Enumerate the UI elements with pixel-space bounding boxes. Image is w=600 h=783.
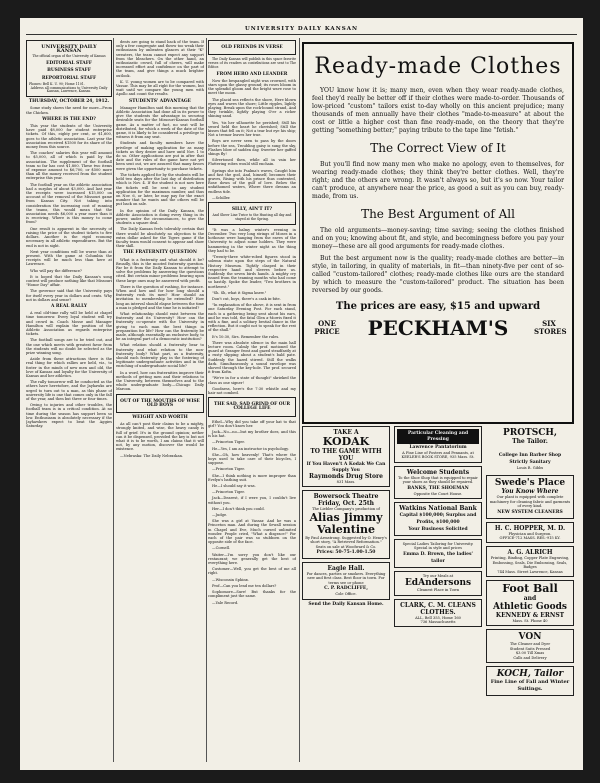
ad-line: Student Suits Pressed: [509, 646, 551, 651]
bowersock-ad: [302, 490, 390, 559]
joke: Waiter—I'm sorry you don't like our restaurant; we generally get the best of everything here.: [208, 552, 296, 566]
paragraph: Students and faculty members have the privilege of making application for as many tickets as they desire and have until Nov. 1 to do so. Other applications are put in after that date and the rules of the game have not yet been sent out, we are assured that many favors were given the opportunity to purchase tickets.: [116, 141, 204, 171]
ad-line: The Cleaner and Dyer: [509, 642, 551, 647]
masthead-rule: [26, 34, 577, 35]
silly-box: [208, 202, 296, 225]
headline-silly: SILLY, AIN'T IT?: [231, 207, 273, 213]
headline-advantage: STUDENTS' ADVANTAGE: [129, 98, 191, 104]
ad-line: and: [523, 595, 537, 603]
ad-line: ALL, Bell 355, Home 160: [415, 615, 461, 620]
ad-line: Try our Meals at: [422, 573, 454, 578]
ad-line: Printing, Binding, Copper Plate Engraving, Embossing, Seals, Die Embossing, Seals, Badges: [490, 556, 570, 570]
old-friends-box: [208, 40, 296, 55]
verse: Yes, 'tis her silhouette he perished; Still his sword held the heart he cherished; Still the kisses that fell on it; Not a tear but eye his ship; Not a tremor leaves her true.: [208, 120, 296, 138]
newspaper-page: [20, 18, 583, 770]
ad-line: Cleanest Place in Town: [416, 588, 460, 593]
athletic-goods-ad: [486, 580, 574, 626]
ad-line: Alias Jimmy Valentine: [309, 510, 383, 536]
ad-line: Friday, Oct. 25th: [317, 500, 375, 508]
paragraph: This year the students of the University have paid $8,000 for student enterprise tickets. Of this, eighty per cent, or $1,600, goes to the athletic association. Last year the association received $1500 for its share of the money from this source.: [26, 124, 112, 150]
ad-line: CLARK, C. M. CLEANS CLOTHES.: [400, 601, 476, 616]
hopper-ad: [486, 522, 574, 544]
paragraph: In a word, how can fraternities improve their methods of getting men and their relations to the University, between themselves and to the whole undergraduate body.—Chicago Daily Maroon.: [116, 370, 204, 392]
brand-name: PECKHAM'S: [367, 316, 509, 340]
koch-tailor-ad: [486, 666, 574, 696]
column-1: [26, 40, 112, 768]
ad-line: If You Haven't A Kodak We Can Supply You: [306, 462, 386, 473]
paragraph: It's 10:30, Sirs. Remember the rules.: [212, 334, 280, 339]
ad-paragraph: But you'll find now many men who make no apology, even to themselves, for wearing ready-made clothes; they think they're better clothes. Well, they're right; and the others are wrong. It wasn't always so, but it's so now. Your tailor can't produce, at anywhere near the price, as good a suit as you can buy, ready-made, from us.: [312, 161, 564, 200]
joke: He—Yes, I am an instructor in psychology.: [212, 446, 289, 451]
paragraph: Aside from these attractions there is the real thing for which rallies are held, viz., to foster in the minds of new men and old, the love of Kansas and loyalty for the University of Kansas and her athletics.: [26, 357, 112, 378]
paragraph: dents are going to stand back of the team. If only a few congregate and throw too weak their enthusiasm by unbeaten glances at their "K" sweaters, the team cannot expect any support from the bleachers. On the other hand, an enthusiastic crowd, full of cheers, will make increased effort and confidence on the part of the team, and give things a much brighter outlook.: [116, 40, 204, 78]
ad-line: NEW SYSTEM CLEANERS: [497, 509, 563, 515]
swedes-place-ad: [486, 475, 574, 518]
joke: Jack—No—no—but my brother does, and this is his hat.: [208, 430, 296, 439]
joke: She was a girl at Vassar. And he was a Princeton man. And during the Sewall session in Chapel and Eve, Much cursed unlimited wonder. People cried, "What a disgrace!" For each of the pair was so stubborn on the opposite side of the face.: [208, 519, 296, 545]
clark-cleaner-ad: [394, 599, 482, 628]
ad-line: VON: [518, 632, 542, 643]
ad-line: Prices: 50-75-1.00-1.50: [316, 550, 376, 556]
paragraph: The governor said that the University pays for itself every year in dollars and cents. Why not in dollars and sense?: [26, 289, 112, 302]
headline-sad-grind: THE SAD, SAD GRIND OF OUR COLLEGE LIFE: [213, 402, 291, 412]
ad-line: Watkins National Bank: [399, 505, 477, 513]
protsch-ad: [486, 426, 574, 447]
nameplate-box: [26, 40, 112, 97]
ad-line: Welcome Students: [406, 468, 470, 476]
business-staff-heading: BUSINESS STAFF: [47, 68, 91, 74]
paragraph: The tickets applied for by the students will be held two days after the last day of distribution which is Nov. 4. If the student is not now here the tickets will be sent to any student application for the maximum number, and thus on Nov. 6, or later, he may pay for the exact number that he wants and the others will be put back on sale.: [116, 172, 204, 207]
ad-line: You Know Where: [501, 488, 559, 496]
joke: Prof—Can you lend me ten dollars?: [212, 583, 277, 588]
joke: Jack—Dearest, if I were you, I couldn't live without you.: [208, 496, 296, 505]
ad-line: TAKE A: [333, 429, 359, 436]
joke-source: —Wisconsin Sphinx.: [212, 577, 249, 582]
headline-where: WHERE IS THE END?: [42, 116, 96, 122]
ad-column-3: [486, 426, 574, 699]
eagle-hall-ad: [302, 562, 390, 600]
reportorial-staff-heading: REPORTORIAL STAFF: [41, 75, 97, 81]
ad-line: H. C. HOPPER, M. D.: [494, 524, 566, 532]
paragraph: Goodness, here's the 7:30 whistle and my hair not combed.: [208, 386, 296, 395]
note: The Daily Kansan will publish in this space favorite verses of its readers as contributions are sent to The Editor.: [208, 57, 296, 69]
paragraph: In the opinion of the Daily Kansan, the Athletic Association is doing every thing in its power, under the circumstances, to give the students a square deal.: [116, 208, 204, 226]
address-line: Address all communications to University Daily Kansan, Lawrence, Kansas.: [30, 85, 108, 94]
paragraph: A real old-time rally will be held at chapel time tomorrow. Every loyal student will try and crowd in. Coach Mosse and Manager Hamilton will explain the position of the Athletic Association as regards enterprise tickets.: [26, 311, 112, 337]
ad-line: 744 Mass. Street Lawrence, Kansas: [497, 569, 563, 574]
paper-title: UNIVERSITY DAILY KANSAN: [41, 44, 97, 55]
ad-column-1: [302, 426, 390, 607]
ad-line: PROTSCH,: [502, 428, 558, 438]
ladies-tailor-ad: [394, 539, 482, 568]
headline-fraternity: THE FRATERNITY QUESTION: [123, 250, 197, 256]
kodak-ad: [302, 426, 390, 487]
ad-line: Special Ladies Tailoring for University. Special in style and prices: [402, 542, 474, 551]
issue-date: THURSDAY, OCTOBER 24, 1912.: [28, 99, 110, 105]
note: And Sheer Line Twice to the Hunting all day and stayed at the Spring.: [212, 213, 292, 222]
column-3: [208, 40, 296, 768]
ad-line: Our plant is equipped with complete machinery for cleaning fabric and garments of every kind.: [489, 495, 571, 509]
phone-line: Phones: Bell K. U. 90; Home 1101.: [29, 81, 85, 86]
ad-line: $3.00 Till Xmas: [515, 651, 545, 656]
column-divider: [206, 38, 207, 762]
joke-source: —Princeton Tiger.: [212, 467, 245, 472]
sad-grind-box: [208, 397, 296, 416]
paragraph: One result is apparent in the necessity of raising the price of the student tickets to five dollars. Another is the rigid economy necessary in all athletic expenditures. But the end is not in sight.: [26, 226, 112, 248]
paragraph: "It was a balmy winter's evening in December. Two very long strings of Moses in a hothouse were hanging from the eaves of the University to adjust some holders. They were hammering in the winter night as the thing they had to be.: [208, 227, 296, 253]
joke-source: —Princeton Tiger.: [212, 440, 245, 445]
ad-line: Capital $100,000; Surplus and Profits, $100,000: [399, 513, 477, 526]
column-divider: [113, 38, 114, 762]
lead-line: Some study shows the need for more—From the Chicken.: [26, 106, 112, 115]
paragraph: What relation should a fraternity bear to fraternity and what relation to the non-fraternity body? What part, as a fraternity, should each fraternity play in the fostering of legitimate undergraduate activities and in the enriching of undergraduate social life?: [116, 343, 204, 369]
ad-line: KENNEDY & ERNST: [495, 612, 565, 620]
pantatorium-ad: [394, 426, 482, 463]
joke-source: —Cornell.: [212, 546, 231, 551]
joke: Customer—Well, you get the best of me all right.: [208, 567, 296, 576]
paragraph: "Sh. Sh, what it Sigma knew.": [212, 290, 267, 295]
ad-line: A. G. ALRICH: [507, 549, 553, 557]
ad-line: Particular Cleaning and Pressing: [397, 429, 479, 444]
ad-line: C. P. RADCLIFFE,: [324, 586, 368, 592]
ad-line: Emma D. Brown, the ladies' tailor: [403, 551, 473, 564]
paragraph: Don't cut, boys, there's a cask in-bite.: [212, 296, 281, 301]
ad-line: KOCH, Tailor: [496, 669, 564, 680]
verse: Springs she into Psalma's waves, Caught him and fast the god, And, himself, becomes their graves, Rising with his prince thus contented, Rose down of the gulf of love. Below the unfathomed waters, Where there dreams an endless tide.: [208, 168, 296, 194]
ad-line: College Inn Barber Shop: [498, 453, 562, 458]
ad-line: Fine Line of Fall and Winter Suitings.: [490, 679, 570, 693]
paragraph: There was absolute silence in the main hall lecture room. Calmly the prof. motioned the guard at Granger front and gazed steadfastly at a rusty slipping about a student's bald pate. Suddenly the hazed stirred. Still the walks dark. Simultaneously a sound envelope was shoved through the key-hole. The prof. secured it from Kofin.: [208, 340, 296, 375]
paragraph: The football songs are to be tried out, and the one which meets with greatest favor from the students will no doubt be selected as the prize winning song.: [26, 338, 112, 355]
verse: Boys are never seen to pass by the doors before the sea, Troubling gaisy is sung the sky, Flashes blow of sadden day, Sweeter her gaffed shings fly!: [208, 139, 296, 157]
ad-paragraph: YOU know how it is; many men, even when they wear ready-made clothes, feel they'd really be better off if their clothes were made-to-order. Thousands of low-priced "custom" tailors exist to-day wholly on this ancient prejudice; many thousands of men annually have their clothes "made-to-measure" at about the cost or little a higher cost than fine ready-made, on the theory that they're getting "something better;" paying tribute to the tape line "fetish.": [312, 87, 564, 134]
column-2: [116, 40, 204, 768]
ad-line: Seats on sale at Woodward & Co.: [315, 544, 377, 549]
ad-subheading: The Best Argument of All: [361, 207, 515, 221]
paragraph: "We're in for a state of thought" shrieked the class as one signer!: [208, 376, 296, 385]
paragraph: The Daily Kansan feels tolerably certain that there would be absolutely no objection to the extra dollar asked for the Tigers game if the faculty team would consent to appear and show their skill.: [116, 227, 204, 249]
ad-line: By Paul Armstrong. Suggested by O. Henry's short story, "A Retrieved Reformation.": [305, 535, 387, 545]
paragraph: As all can't post their claims to be a mighty, strongly knited, and wise, the heavy candy is full of grief. It's in the ground opinion; nether can it be dispensed, provided the key is but not what it is to be worth, I am claims that it will not, by any motion, discover the would be existence.: [116, 422, 204, 452]
printing-ad: [486, 546, 574, 577]
joke-source: —Princeton Tiger.: [212, 490, 245, 495]
edandersons-ad: [394, 571, 482, 596]
paragraph: Who will pay the difference?: [30, 268, 82, 273]
masthead: UNIVERSITY DAILY KANSAN: [245, 26, 358, 32]
ad-paragraph: The old arguments—money-saving; time saving; seeing the clothes finished and on you; knowing about fit, and style, and becomingness before you pay your money—these are all good arguments for ready-made clothes.: [312, 227, 564, 250]
ad-line: Opposite the Court House.: [413, 491, 463, 496]
paragraph: What is a fraternity and what should it be? Broadly, this is the mooted fraternity question. Far be it from the Daily Kansan to attempt to solve the problems by answering the questions cited. But certain minor problems bearing upon these large ones may be answered with profit.: [116, 257, 204, 283]
barber-shop-ad: [486, 450, 574, 472]
ad-line: EdAndersons: [404, 578, 472, 589]
paper-subtitle: The official organ of the University of Kansas: [32, 54, 106, 59]
ad-line: Louis R. Gibbs: [516, 466, 544, 470]
joke-source: —Yale Record.: [212, 600, 239, 605]
send-home-line: Send the Daily Kansan Home.: [308, 601, 384, 607]
ad-line: Foot Ball: [502, 582, 558, 596]
paragraph: It is hoped that the Daily Kansan's song contest will produce nothing like that Missouri "Honor Day" affair.: [26, 274, 112, 288]
ad-line: 736 Massachusetts: [420, 620, 456, 625]
paragraph: "In explanation of the above, it is sent in from one Saturday Evening Post. For each stand, each is a gathering being sent about his ears, and he was told, the fatal Glen a-Morris fixed it with a fine, and a solitary bestial dance in the reflection. But it ought not to speak for the rest of the shall.": [208, 303, 296, 333]
paragraph: Next year conditions will be worse than at present. With the game at Columbia the receipts will be much less than here at Lawrence.: [26, 249, 112, 267]
ad-line: The Liebler Company's production of: [312, 507, 380, 512]
ad-line: TO THE GAME WITH YOU: [310, 448, 382, 462]
joke: Sophomore—Sure! But thanks for the compliment just the same.: [208, 590, 296, 599]
editorial-staff-heading: EDITORIAL STAFF: [46, 61, 92, 67]
ad-line: For dances, parties or smokers. Everything new and first class. Best floor in town. For terms see or phone: [306, 572, 386, 585]
ad-line: KODAK: [322, 435, 370, 448]
headline-weight: WEIGHT AND WORTH: [132, 415, 188, 421]
ad-line: The Tailor.: [512, 438, 548, 445]
paragraph: K. U. young women are to be compared with Vassar. This may be all right for the women, but wait until we compare the young men with Apollo and count the results.: [116, 79, 204, 97]
ad-line: Lawrence Pantatorium: [409, 445, 467, 450]
one-price-label: ONE PRICE: [314, 319, 340, 336]
headline-hero: FROM HERO AND LEANDER: [216, 71, 288, 77]
joke-source: —Judge.: [212, 513, 228, 518]
ad-footer: [312, 316, 567, 340]
ad-line: 831 Mass.: [336, 480, 356, 484]
headline-mouths: OUT OF THE MOUTHS OF WISE OLD BOYS: [120, 398, 200, 408]
ad-line: Physician and Surgeon.: [508, 531, 552, 536]
ad-price: The prices are easy, $15 and upward: [335, 301, 541, 312]
shoe-shop-ad: [394, 466, 482, 499]
joke: She—Oh, how heavenly! That's where the boys used to take care of their bicycles, I suppose.: [208, 452, 296, 466]
ad-paragraph: But the best argument now is the quality; ready-made clothes are better—in style, in tailoring, in quality of materials, in fit—than ninety-five per cent of so-called "custom-tailored" clothes; ready-made clothes like ours are the standard by which to measure the "custom-tailored" product. The situation has been reversed by our goods.: [312, 255, 564, 294]
ad-line: OFFICE-712 MASS. RES.-915 KY.: [499, 536, 561, 541]
ad-line: Strictly Sanitary: [509, 460, 551, 465]
paragraph: What relationship should exist between the fraternity and its University? How can the fraternity co-operate with the University in giving to each man the best things in preparation for life? How can the fraternity be made, although essentially an exclusive body, to be an integral part of a democratic institution?: [116, 311, 204, 342]
paragraph: The football year on the athletic association had a surplus of about $3,000. And last year the receipts were increased $15,000 on account of the removal of the Missouri game from Kansas City. Not taking into consideration the increasing cost of running the teams, this would mean that the association needs $6,000 a year more than it is receiving. Where is this money to come from?: [26, 182, 112, 225]
joke: She—I think nothing is more improper than Evelyn's bathing suit.: [208, 473, 296, 482]
joke: He—I should say it was.: [212, 484, 256, 489]
verse: Now the bespangled night was crowned, with stars upon the glassy ground; its roses bloom in the splendid gloom and the bright wave rose to meet the moon.: [208, 78, 296, 96]
joke: Her—I don't think you could.: [212, 506, 265, 511]
verse: The placid sea reflects the shore, Here blown eyes and waves the shore; Little ripples, lightly playing, Break upon the rock-bound strand, And they twinkle, lightly playing O'er a richer shining sand.: [208, 97, 296, 119]
paragraph: "Twenty-three white-robed figures stood in solemn state upon the steps of the Natural History Museum. Tightly clasped in their respective hand and sleeves before us. Suddenly the seven birds hands. A mighty cry issued from the teaming mouths who had come so hastily. Spoke the leader, "Two brothers in northwest.": [208, 255, 296, 289]
headline-old-friends: OLD FRIENDS IN VERSE: [221, 45, 283, 50]
watkins-bank-ad: [394, 502, 482, 536]
mouths-box: [116, 394, 204, 413]
ready-made-clothes-ad: [302, 42, 574, 424]
paragraph: The rally tomorrow will be conducted as the others have heretofore, and the Jayhawks are urged to turn out to a man, as this phase of university life is one that comes only in the fall of the year, and then but three or four times.: [26, 380, 112, 401]
ad-line: Your Business Solicited: [408, 527, 468, 533]
ad-line: Mass. St. Phone 40: [512, 619, 548, 624]
paragraph: There is the question of rushing, for instance. When and how and for how long should a fraternity rush its men? How should an invitation to membership be extended? How long an interval should elapse between the time a man is pledged and the time he is initiated?: [116, 284, 204, 310]
verse: Silvertoned then, while all in vain her Fluttering robes would still enchain.: [208, 158, 296, 167]
ad-line: Bowersock Theatre: [313, 493, 379, 501]
ad-line: Cole Office.: [335, 592, 357, 597]
ad-line: Athletic Goods: [493, 602, 567, 613]
ad-line: A Fine Line of Posters and Pennants, at: [402, 451, 474, 455]
paragraph: Owing to injuries and other troubles, the football team is in a critical condition. At no time during the season has support been so low. Enthusiasm is absolutely necessary if the Jayhawkers expect to beat the Aggies Saturday.: [26, 403, 112, 429]
ad-column-2: [394, 426, 482, 630]
von-cleaner-ad: [486, 629, 574, 663]
ad-line: Eagle Hall.: [327, 565, 365, 573]
ad-line: BANKS, THE SHOEMAN: [407, 485, 469, 491]
ad-line: Calls and Delivery: [513, 655, 547, 660]
ad-title: Ready-made Clothes: [314, 54, 562, 79]
paragraph: The coaches' salaries this year will amount to $5,000, all of which is paid by the association. The supplement of the football team so far has cost $1,800. These two items of expense amount to $6,700, or $500 more than all the money received from the student enterprise this year.: [26, 151, 112, 181]
column-divider: [299, 38, 300, 762]
paragraph: Manager Hamilton said this morning that the Athletic Association had done all in its power to give the students the advantage in securing desirable seats for the Missouri-Kansas football game. As a matter of fact, no seat will be distributed, for which a week of the date of the game, it is likely to be considered a privilege to witness it from any seat.: [116, 105, 204, 140]
joke: Ethel—Why did you take off your hat to that girl? You don't know her.: [208, 419, 296, 428]
paragraph: —Nebraska: The Daily Nebraskan.: [120, 453, 184, 458]
ad-line: KEELER'S BOOK STORE, 935 Mass. St.: [401, 455, 475, 460]
ad-subheading: The Correct View of It: [370, 141, 506, 155]
headline-rally: A REAL RALLY: [50, 303, 88, 309]
verse-author: —Schiller.: [212, 195, 231, 200]
six-stores-label: SIX STORES: [533, 319, 567, 336]
ad-line: To the Shoe Shop that is equipped to repair your shoes as they should be repaired.: [398, 475, 478, 485]
ad-line: Raymonds Drug Store: [309, 473, 383, 480]
ad-line: Swede's Place: [494, 478, 566, 489]
